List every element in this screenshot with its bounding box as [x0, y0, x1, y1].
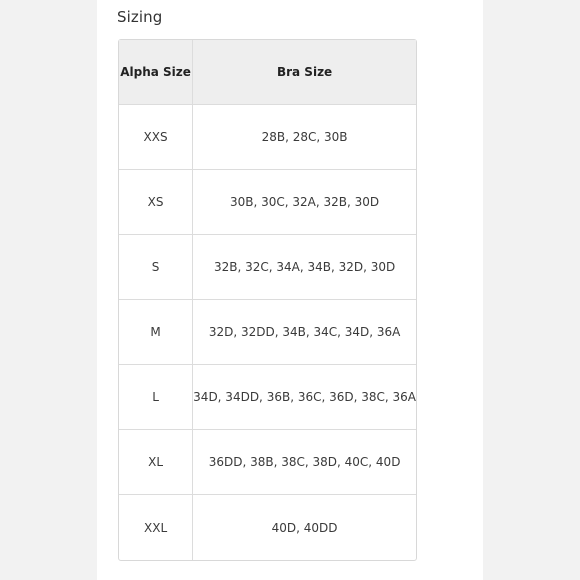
table-row	[119, 430, 416, 495]
bra-size-cell: 34D, 34DD, 36B, 36C, 36D, 38C, 36A	[193, 365, 416, 430]
size-chart-table	[118, 39, 417, 561]
table-row	[119, 170, 416, 235]
section-title: Sizing	[117, 8, 163, 26]
bra-size-cell: 32B, 32C, 34A, 34B, 32D, 30D	[193, 235, 416, 300]
bra-size-cell: 36DD, 38B, 38C, 38D, 40C, 40D	[193, 430, 416, 495]
header-alpha-size: Alpha Size	[119, 40, 193, 105]
table-row	[119, 495, 416, 560]
table-row	[119, 105, 416, 170]
table-row	[119, 365, 416, 430]
alpha-size-cell: S	[119, 235, 193, 300]
table-header-row	[119, 40, 416, 105]
alpha-size-cell: M	[119, 300, 193, 365]
bra-size-cell: 40D, 40DD	[271, 520, 338, 535]
alpha-size-cell: XS	[119, 170, 193, 235]
table-row	[119, 300, 416, 365]
alpha-size-cell: XL	[119, 430, 193, 495]
header-bra-size: Bra Size	[193, 40, 416, 105]
bra-size-cell: 32D, 32DD, 34B, 34C, 34D, 36A	[193, 300, 416, 365]
sizing-card	[97, 0, 483, 580]
bra-size-cell: 28B, 28C, 30B	[193, 105, 416, 170]
alpha-size-cell: L	[119, 365, 193, 430]
bra-size-cell: 30B, 30C, 32A, 32B, 30D	[193, 170, 416, 235]
alpha-size-cell: XXL	[119, 495, 193, 560]
alpha-size-cell: XXS	[119, 105, 193, 170]
table-row	[119, 235, 416, 300]
